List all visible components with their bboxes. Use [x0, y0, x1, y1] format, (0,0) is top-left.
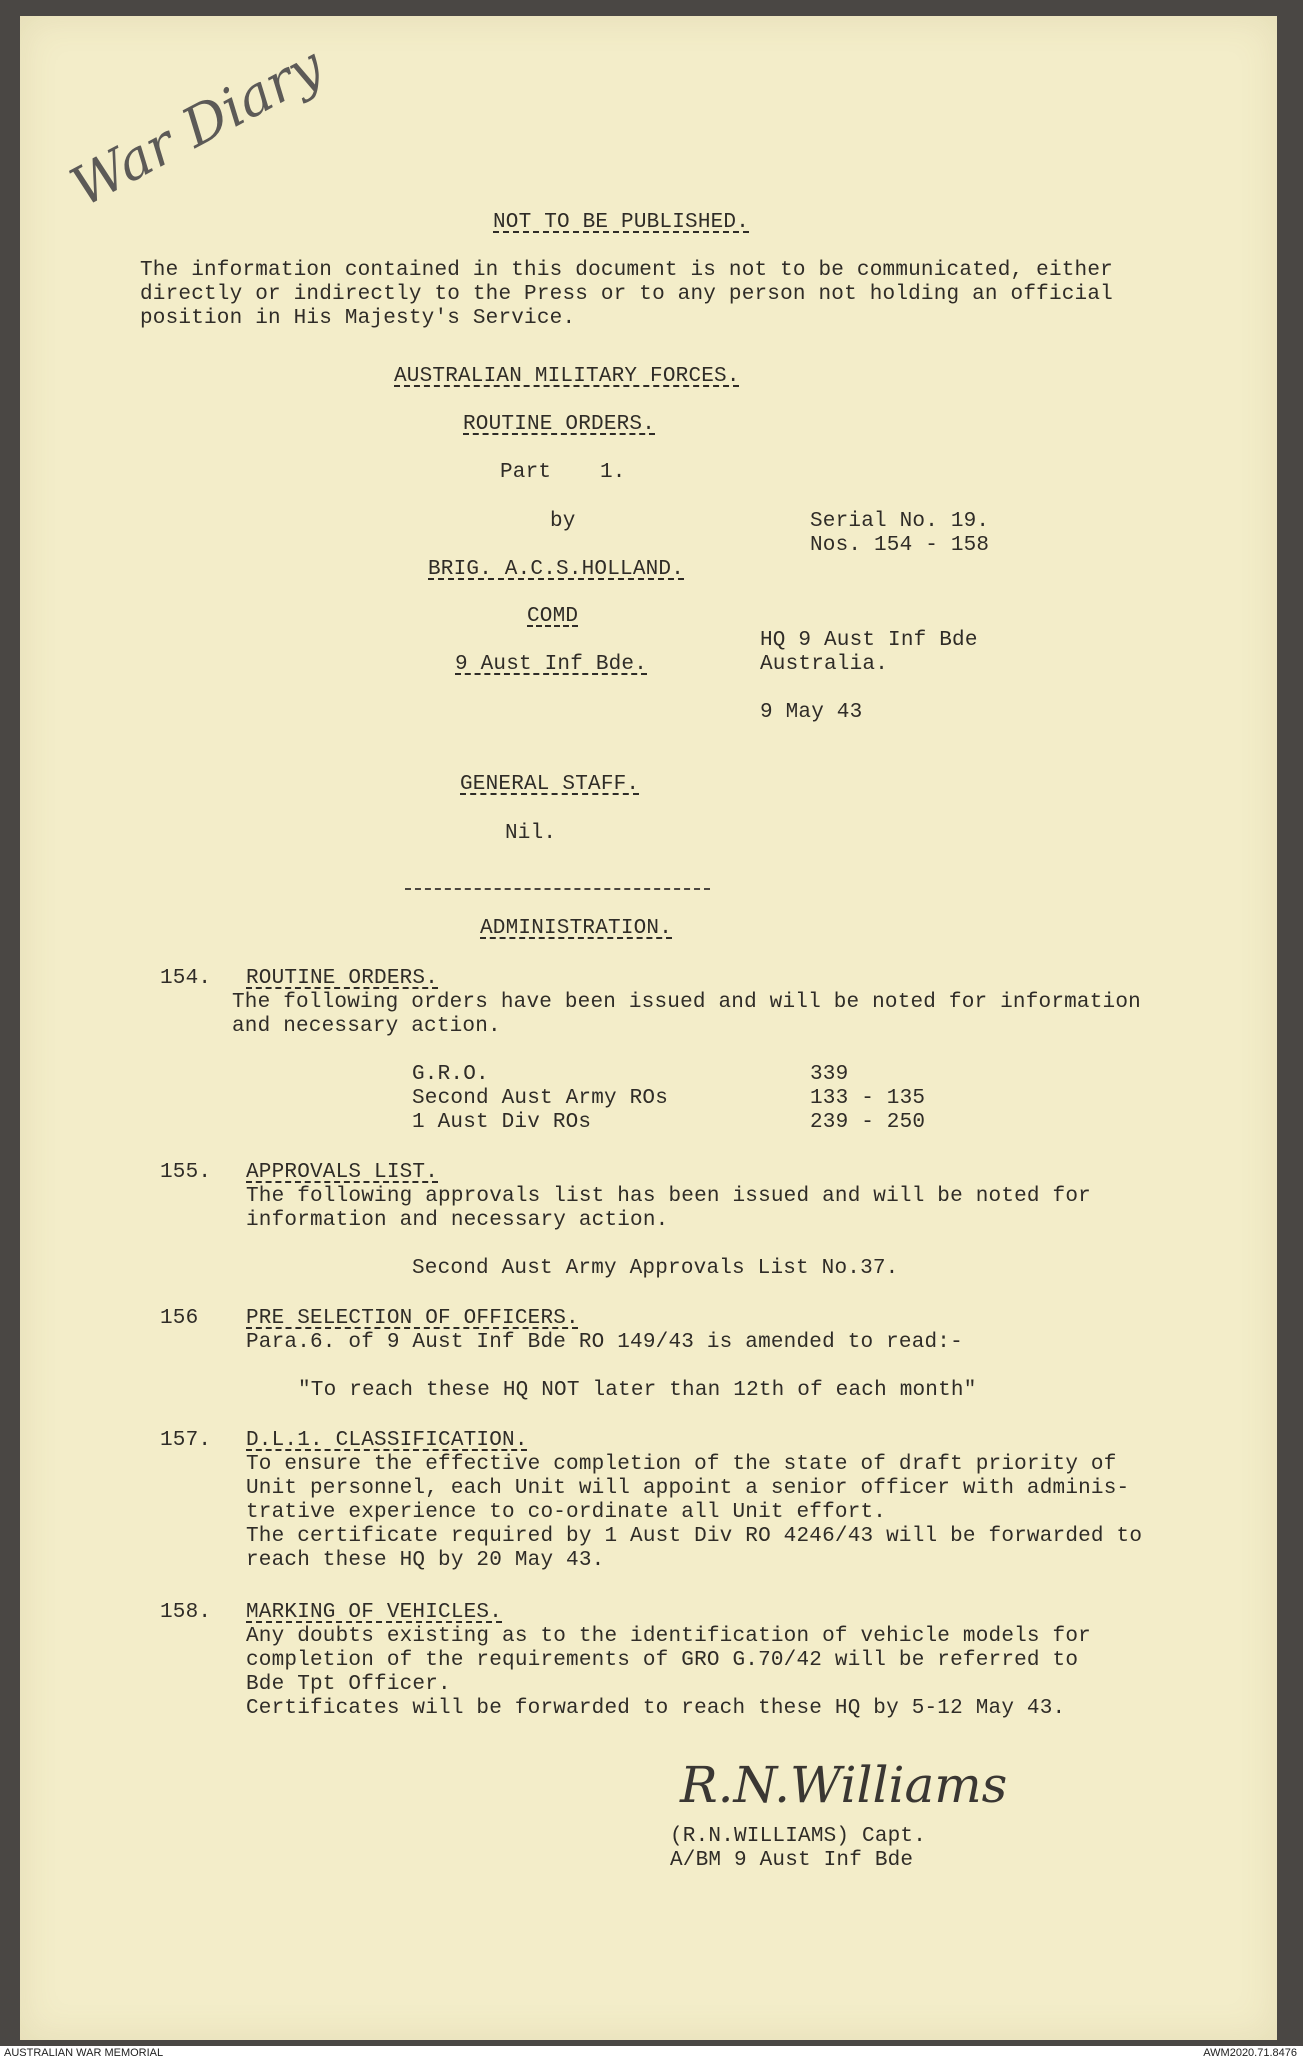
footer-accession-number: AWM2020.71.8476 [1203, 2047, 1297, 2059]
order-line: information and necessary action. [246, 1209, 669, 1232]
footer-institution: AUSTRALIAN WAR MEMORIAL [4, 2047, 164, 2059]
part-number: 1. [600, 461, 626, 484]
table-cell-value: 239 - 250 [810, 1111, 926, 1134]
order-line: Any doubts existing as to the identification of vehicle models for [246, 1625, 1091, 1648]
general-staff-body: Nil. [505, 822, 557, 845]
order-line: Para.6. of 9 Aust Inf Bde RO 149/43 is amended to read:- [246, 1331, 963, 1354]
order-line: trative experience to co-ordinate all Unit effort. [246, 1501, 887, 1524]
order-title: MARKING OF VEHICLES. [246, 1601, 503, 1624]
order-note: Second Aust Army Approvals List No.37. [412, 1257, 899, 1280]
order-number: 156 [160, 1307, 199, 1330]
comd-label: COMD [527, 605, 579, 628]
order-title: ROUTINE ORDERS. [246, 967, 439, 990]
table-cell-name: Second Aust Army ROs [412, 1087, 669, 1110]
section-divider [405, 888, 710, 890]
brigadier-name: BRIG. A.C.S.HOLLAND. [428, 558, 685, 581]
order-numbers: Nos. 154 - 158 [810, 534, 990, 557]
location-line: Australia. [760, 653, 889, 676]
administration-heading: ADMINISTRATION. [480, 917, 673, 940]
table-cell-value: 339 [810, 1063, 849, 1086]
order-number: 154. [160, 967, 212, 990]
order-line: Bde Tpt Officer. [246, 1673, 451, 1696]
general-staff-heading: GENERAL STAFF. [460, 773, 640, 796]
notice-line-1: The information contained in this document is not to be communicated, either [140, 259, 1113, 282]
order-title: PRE SELECTION OF OFFICERS. [246, 1307, 579, 1330]
order-quote: "To reach these HQ NOT later than 12th of each month" [298, 1379, 977, 1402]
notice-line-2: directly or indirectly to the Press or to any person not holding an official [140, 283, 1113, 306]
notice-line-3: position in His Majesty's Service. [140, 307, 576, 330]
table-cell-name: G.R.O. [412, 1063, 489, 1086]
order-line: Certificates will be forwarded to reach these HQ by 5-12 May 43. [246, 1697, 1066, 1720]
order-title: APPROVALS LIST. [246, 1161, 439, 1184]
order-number: 158. [160, 1601, 212, 1624]
not-published-heading: NOT TO BE PUBLISHED. [493, 211, 750, 234]
order-line: completion of the requirements of GRO G.70/42 will be referred to [246, 1649, 1079, 1672]
forces-heading: AUSTRALIAN MILITARY FORCES. [394, 365, 740, 388]
order-line: The following orders have been issued and will be noted for information [232, 991, 1141, 1014]
order-line: The following approvals list has been issued and will be noted for [246, 1185, 1091, 1208]
handwritten-note: War Diary [60, 34, 333, 219]
table-cell-value: 133 - 135 [810, 1087, 926, 1110]
signatory-name: (R.N.WILLIAMS) Capt. [670, 1825, 927, 1848]
date-line: 9 May 43 [760, 701, 863, 724]
part-label: Part [500, 461, 552, 484]
handwritten-signature: R.N.Williams [680, 1756, 1008, 1814]
unit-name: 9 Aust Inf Bde. [455, 653, 648, 676]
by-label: by [550, 510, 576, 533]
table-cell-name: 1 Aust Div ROs [412, 1111, 592, 1134]
order-line: To ensure the effective completion of the state of draft priority of [246, 1453, 1117, 1476]
signatory-role: A/BM 9 Aust Inf Bde [670, 1849, 914, 1872]
order-line: reach these HQ by 20 May 43. [246, 1549, 605, 1572]
order-line: The certificate required by 1 Aust Div RO 4246/43 will be forwarded to [246, 1525, 1143, 1548]
order-line: Unit personnel, each Unit will appoint a senior officer with adminis- [246, 1477, 1130, 1500]
order-number: 155. [160, 1161, 212, 1184]
order-title: D.L.1. CLASSIFICATION. [246, 1429, 528, 1452]
order-line: and necessary action. [232, 1015, 501, 1038]
orders-heading: ROUTINE ORDERS. [463, 413, 656, 436]
order-number: 157. [160, 1429, 212, 1452]
hq-line: HQ 9 Aust Inf Bde [760, 629, 978, 652]
serial-number: Serial No. 19. [810, 510, 990, 533]
document-page [20, 16, 1277, 2040]
